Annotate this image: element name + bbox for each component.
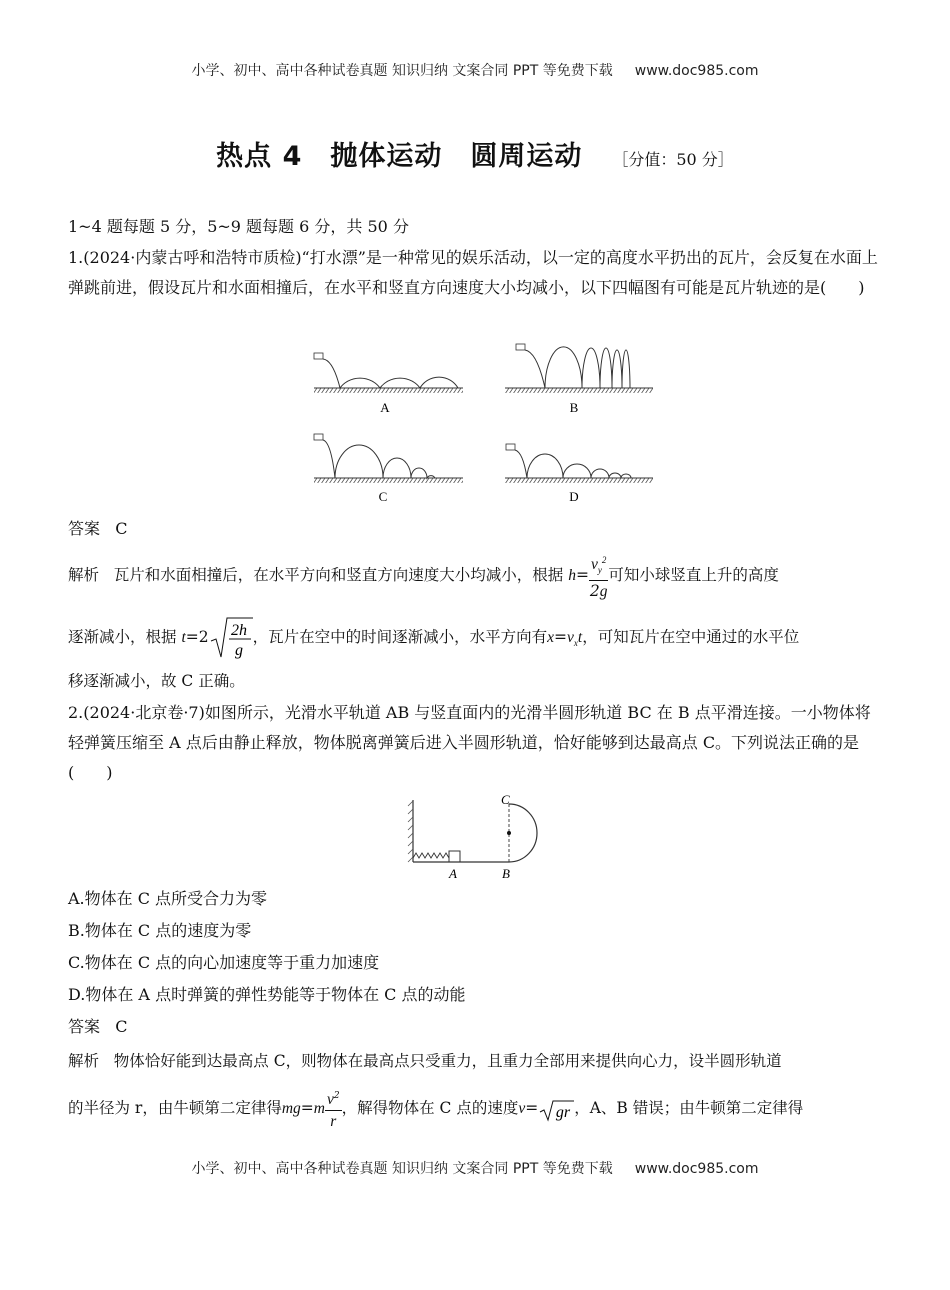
q1-figures — [305, 340, 665, 510]
tile-icon — [506, 444, 515, 450]
title-score: ［分值：50 分］ — [612, 150, 734, 169]
analysis-label: 解析 — [68, 566, 100, 585]
analysis-text: 瓦片和水面相撞后，在水平方向和竖直方向速度大小均减小，根据 — [113, 566, 564, 585]
answer-value: C — [115, 1017, 128, 1036]
q1-analysis-line1: 解析 瓦片和水面相撞后，在水平方向和竖直方向速度大小均减小，根据 h= $\frac{v_y^2}{2g}$ 可知小球竖直上升的高度 — [68, 550, 882, 602]
analysis-text: ，可知瓦片在空中通过的水平位 — [582, 628, 800, 646]
tile-icon — [314, 434, 323, 440]
page-footer — [0, 1158, 950, 1178]
header-text: 小学、初中、高中各种试卷真题 知识归纳 文案合同 PPT 等免费下载 — [191, 63, 613, 79]
svg-text:gr: gr — [556, 1104, 571, 1122]
spring — [413, 853, 449, 858]
label-c: C — [378, 489, 388, 504]
q1-analysis-line3: 移逐渐减小，故 C 正确。 — [68, 672, 245, 690]
label-b: B — [502, 866, 510, 881]
footer-text: 小学、初中、高中各种试卷真题 知识归纳 文案合同 PPT 等免费下载 — [191, 1161, 613, 1177]
q2-answer — [68, 1012, 882, 1042]
analysis-text: ，瓦片在空中的时间逐渐减小，水平方向有 — [252, 628, 548, 646]
label-d: D — [569, 489, 579, 504]
analysis-text: 的半径为 r，由牛顿第二定律得 — [68, 1099, 282, 1118]
page-header — [0, 60, 950, 80]
formula-v2-over-r: $\frac{v^2}{r}$ — [325, 1086, 342, 1132]
analysis-text: ，解得物体在 C 点的速度 — [341, 1099, 519, 1118]
q2-option-c: C.物体在 C 点的向心加速度等于重力加速度 — [68, 953, 380, 972]
figure-a — [314, 353, 463, 415]
answer-value: C — [115, 519, 128, 538]
formula-vy2-over-2g: $\frac{v_y^2}{2g}$ — [589, 550, 608, 602]
label-a: A — [449, 866, 457, 881]
answer-label: 答案 — [68, 519, 101, 538]
q1-answer — [68, 514, 882, 544]
q2-option-d: D.物体在 A 点时弹簧的弹性势能等于物体在 C 点的动能 — [68, 985, 466, 1004]
label-b: B — [569, 400, 579, 415]
analysis-text: 可知小球竖直上升的高度 — [608, 566, 779, 585]
answer-label: 答案 — [68, 1017, 101, 1036]
page-title — [0, 134, 950, 173]
svg-text:2h: 2h — [230, 622, 247, 639]
q2-analysis-line2: 的半径为 r，由牛顿第二定律得mg=m $\frac{v^2}{r}$ ，解得物体在 C 点的速度v= gr ，A、B 错误；由牛顿第二定律得 — [68, 1086, 882, 1132]
formula-sqrt-2h-over-g — [209, 615, 253, 661]
analysis-text: 物体恰好能到达最高点 C，则物体在最高点只受重力，且重力全部用来提供向心力，设半圆形轨道 — [113, 1052, 782, 1070]
header-url[interactable]: www.doc985.com — [634, 63, 759, 79]
tile-icon — [516, 344, 525, 350]
tile-icon — [314, 353, 323, 359]
title-main: 热点 4 抛体运动 圆周运动 — [216, 141, 583, 172]
intro-line: 1~4 题每题 5 分，5~9 题每题 6 分，共 50 分 — [68, 217, 409, 236]
label-c: C — [501, 792, 510, 807]
figure-d — [505, 444, 653, 504]
figure-b — [505, 344, 653, 415]
q2-option-a: A.物体在 C 点所受合力为零 — [68, 889, 268, 908]
analysis-label: 解析 — [68, 1052, 100, 1070]
q1-analysis-line2: 逐渐减小，根据 t=2 2h g ，瓦片在空中的时间逐渐减小，水平方向有$x=v_xt$，可知瓦片在空中通过的水平位 — [68, 615, 882, 661]
q2-analysis-line1 — [68, 1046, 882, 1076]
q1-stem: 1.(2024·内蒙古呼和浩特市质检)“打水漂”是一种常见的娱乐活动，以一定的高度水平扔出的瓦片，会反复在水面上弹跳前进，假设瓦片和水面相撞后，在水平和竖直方向速度大小均减小，以下四幅图有可能是瓦片轨迹的是( ) — [68, 248, 878, 297]
label-a: A — [380, 400, 390, 415]
svg-text:g: g — [234, 642, 243, 659]
q2-stem: 2.(2024·北京卷·7)如图所示，光滑水平轨道 AB 与竖直面内的光滑半圆形轨道 BC 在 B 点平滑连接。一小物体将轻弹簧压缩至 A 点后由静止释放，物体脱离弹簧后进入半圆形轨道，恰好能够到达最高点 C。下列说法正确的是( ) — [68, 703, 871, 782]
q2-option-b: B.物体在 C 点的速度为零 — [68, 921, 252, 940]
q2-figure — [405, 792, 565, 882]
analysis-text: 逐渐减小，根据 — [68, 628, 177, 646]
figure-c — [314, 434, 463, 504]
block — [449, 851, 460, 862]
footer-url[interactable]: www.doc985.com — [634, 1161, 759, 1177]
analysis-text: ，A、B 错误；由牛顿第二定律得 — [574, 1099, 804, 1118]
formula-sqrt-gr — [538, 1094, 574, 1124]
semicircle-track — [509, 804, 537, 862]
